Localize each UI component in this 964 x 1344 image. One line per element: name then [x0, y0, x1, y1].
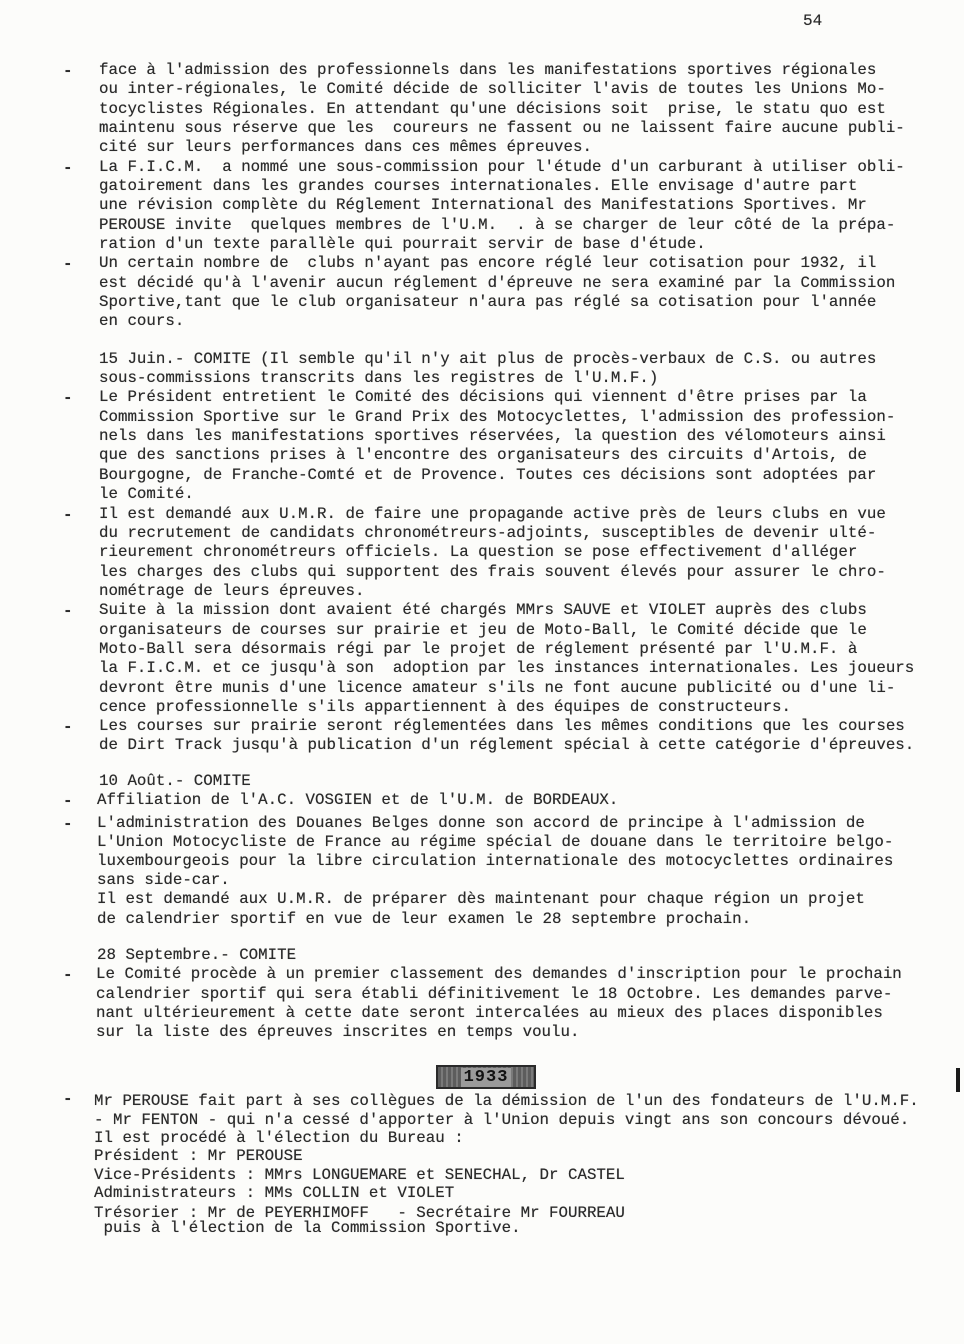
text-line: cence professionnelle s'ils appartiennent à des équipes de constructeurs.	[99, 698, 792, 716]
meeting-heading: 15 Juin.- COMITE (Il semble qu'il n'y ait plus de procès-verbaux de C.S. ou autres	[99, 350, 877, 368]
text-line: calendrier sportif qui sera établi définitivement le 18 Octobre. Les demandes parve-	[96, 985, 893, 1003]
text-line: Affiliation de l'A.C. VOSGIEN et de l'U.M. de BORDEAUX.	[97, 791, 619, 809]
list-marker: -	[63, 62, 73, 80]
text-line: les charges des clubs qui supportent des frais souvent élevés pour assurer le chro-	[99, 563, 886, 581]
text-line: ou inter-régionales, le Comité décide de solliciter l'avis de toutes les Unions Mo-	[99, 80, 886, 98]
text-line: L'administration des Douanes Belges donne son accord de principe à l'admission de	[97, 814, 865, 832]
text-line: L'Union Motocycliste de France au régime spécial de douane dans le territoire belgo-	[97, 833, 894, 851]
text-line: Président : Mr PEROUSE	[94, 1147, 303, 1165]
text-line: Moto-Ball sera désormais régi par le projet de réglement présenté par l'U.M.F. à	[99, 640, 858, 658]
text-line: Bourgogne, de Franche-Comté et de Provence. Toutes ces décisions sont adoptées par	[99, 466, 877, 484]
text-line: PEROUSE invite quelques membres de l'U.M. . à se charger de leur côté de la prépa-	[99, 216, 896, 234]
text-line: le Comité.	[99, 485, 194, 503]
list-marker: -	[63, 506, 73, 524]
list-marker: -	[63, 815, 73, 833]
text-line: de Dirt Track jusqu'à publication d'un réglement spécial à cette catégorie d'épreuves.	[99, 736, 915, 754]
text-line: Commission Sportive sur le Grand Prix des Motocyclettes, l'admission des profession-	[99, 408, 896, 426]
text-line: Administrateurs : MMs COLLIN et VIOLET	[94, 1184, 455, 1202]
text-line: Sportive,tant que le club organisateur n'aura pas réglé sa cotisation pour l'année	[99, 293, 877, 311]
text-line: de calendrier sportif en vue de leur examen le 28 septembre prochain.	[97, 910, 752, 928]
page-number: 54	[803, 12, 823, 30]
year-heading-label: 1933	[461, 1068, 512, 1087]
text-line: rieurement chronométreurs officiels. La question se pose effectivement d'alléger	[99, 543, 858, 561]
meeting-heading: sous-commissions transcrits dans les registres de l'U.M.F.)	[99, 369, 659, 387]
text-line: Il est procédé à l'élection du Bureau :	[94, 1129, 464, 1147]
text-line: nels dans les manifestations sportives réservées, la question des vélomoteurs ainsi	[99, 427, 886, 445]
text-line: nant ultérieurement à cette date seront intercalées au mieux des places disponibles	[96, 1004, 883, 1022]
text-line: Trésorier : Mr de PEYERHIMOFF - Secrétaire Mr FOURREAU	[94, 1204, 625, 1222]
list-marker: -	[63, 966, 73, 984]
text-line: ration d'un texte parallèle qui pourrait servir de base d'étude.	[99, 235, 706, 253]
text-line: en cours.	[99, 312, 185, 330]
list-marker: -	[63, 602, 73, 620]
list-marker: -	[63, 159, 73, 177]
text-line: luxembourgeois pour la libre circulation internationale des motocyclettes ordinaires	[97, 852, 894, 870]
text-line: La F.I.C.M. a nommé une sous-commission pour l'étude d'un carburant à utiliser obli-	[99, 158, 905, 176]
text-line: est décidé qu'à l'avenir aucun réglement d'épreuve ne sera examiné par la Commission	[99, 274, 896, 292]
text-line: Mr PEROUSE fait part à ses collègues de la démission de l'un des fondateurs de l'U.M.F.	[94, 1092, 919, 1110]
text-line: maintenu sous réserve que les coureurs ne fassent ou ne laissent faire aucune publi-	[99, 119, 905, 137]
text-line: cité sur leurs performances dans ces mêmes épreuves.	[99, 138, 592, 156]
text-line: du recrutement de candidats chronométreurs-adjoints, susceptibles de devenir ulté-	[99, 524, 877, 542]
text-line: gatoirement dans les grandes courses internationales. Elle envisage d'autre part	[99, 177, 858, 195]
text-line: Vice-Présidents : MMrs LONGUEMARE et SENECHAL, Dr CASTEL	[94, 1166, 625, 1184]
text-line: Suite à la mission dont avaient été chargés MMrs SAUVE et VIOLET auprès des clubs	[99, 601, 867, 619]
list-marker: -	[63, 1090, 73, 1108]
list-marker: -	[63, 389, 73, 407]
meeting-heading: 28 Septembre.- COMITE	[97, 946, 297, 964]
text-line: Un certain nombre de clubs n'ayant pas encore réglé leur cotisation pour 1932, il	[99, 254, 877, 272]
list-marker: -	[63, 792, 73, 810]
text-line: Il est demandé aux U.M.R. de préparer dès maintenant pour chaque région un projet	[97, 890, 865, 908]
list-marker: -	[63, 255, 73, 273]
text-line: la F.I.C.M. et ce jusqu'à son adoption par les instances internationales. Les joueurs	[99, 659, 915, 677]
text-line: Le Comité procède à un premier classement des demandes d'inscription pour le prochain	[96, 965, 902, 983]
text-line: devront être munis d'une licence amateur s'ils ne font aucune publicité ou d'une li-	[99, 679, 896, 697]
text-line: Le Président entretient le Comité des décisions qui viennent d'être prises par la	[99, 388, 867, 406]
text-line: puis à l'élection de la Commission Sportive.	[94, 1219, 521, 1237]
text-line: Les courses sur prairie seront réglementées dans les mêmes conditions que les courses	[99, 717, 905, 735]
scan-mark	[956, 1068, 960, 1092]
meeting-heading: 10 Août.- COMITE	[99, 772, 251, 790]
text-line: une révision complète du Réglement International des Manifestations Sportives. Mr	[99, 196, 867, 214]
year-heading	[436, 1065, 536, 1089]
text-line: que des sanctions prises à l'encontre des organisateurs des circuits d'Artois, de	[99, 446, 867, 464]
text-line: sans side-car.	[97, 871, 230, 889]
text-line: nométrage de leurs épreuves.	[99, 582, 365, 600]
text-line: sur la liste des épreuves inscrites en temps voulu.	[96, 1023, 580, 1041]
text-line: tocyclistes Régionales. En attendant qu'une décisions soit prise, le statu quo est	[99, 100, 886, 118]
text-line: face à l'admission des professionnels dans les manifestations sportives régionales	[99, 61, 877, 79]
text-line: Il est demandé aux U.M.R. de faire une propagande active près de leurs clubs en vue	[99, 505, 886, 523]
text-line: organisateurs de courses sur prairie et jeu de Moto-Ball, le Comité décide que le	[99, 621, 867, 639]
text-line: - Mr FENTON - qui n'a cessé d'apporter à l'Union depuis vingt ans son concours dévoué.	[94, 1111, 910, 1129]
list-marker: -	[63, 718, 73, 736]
